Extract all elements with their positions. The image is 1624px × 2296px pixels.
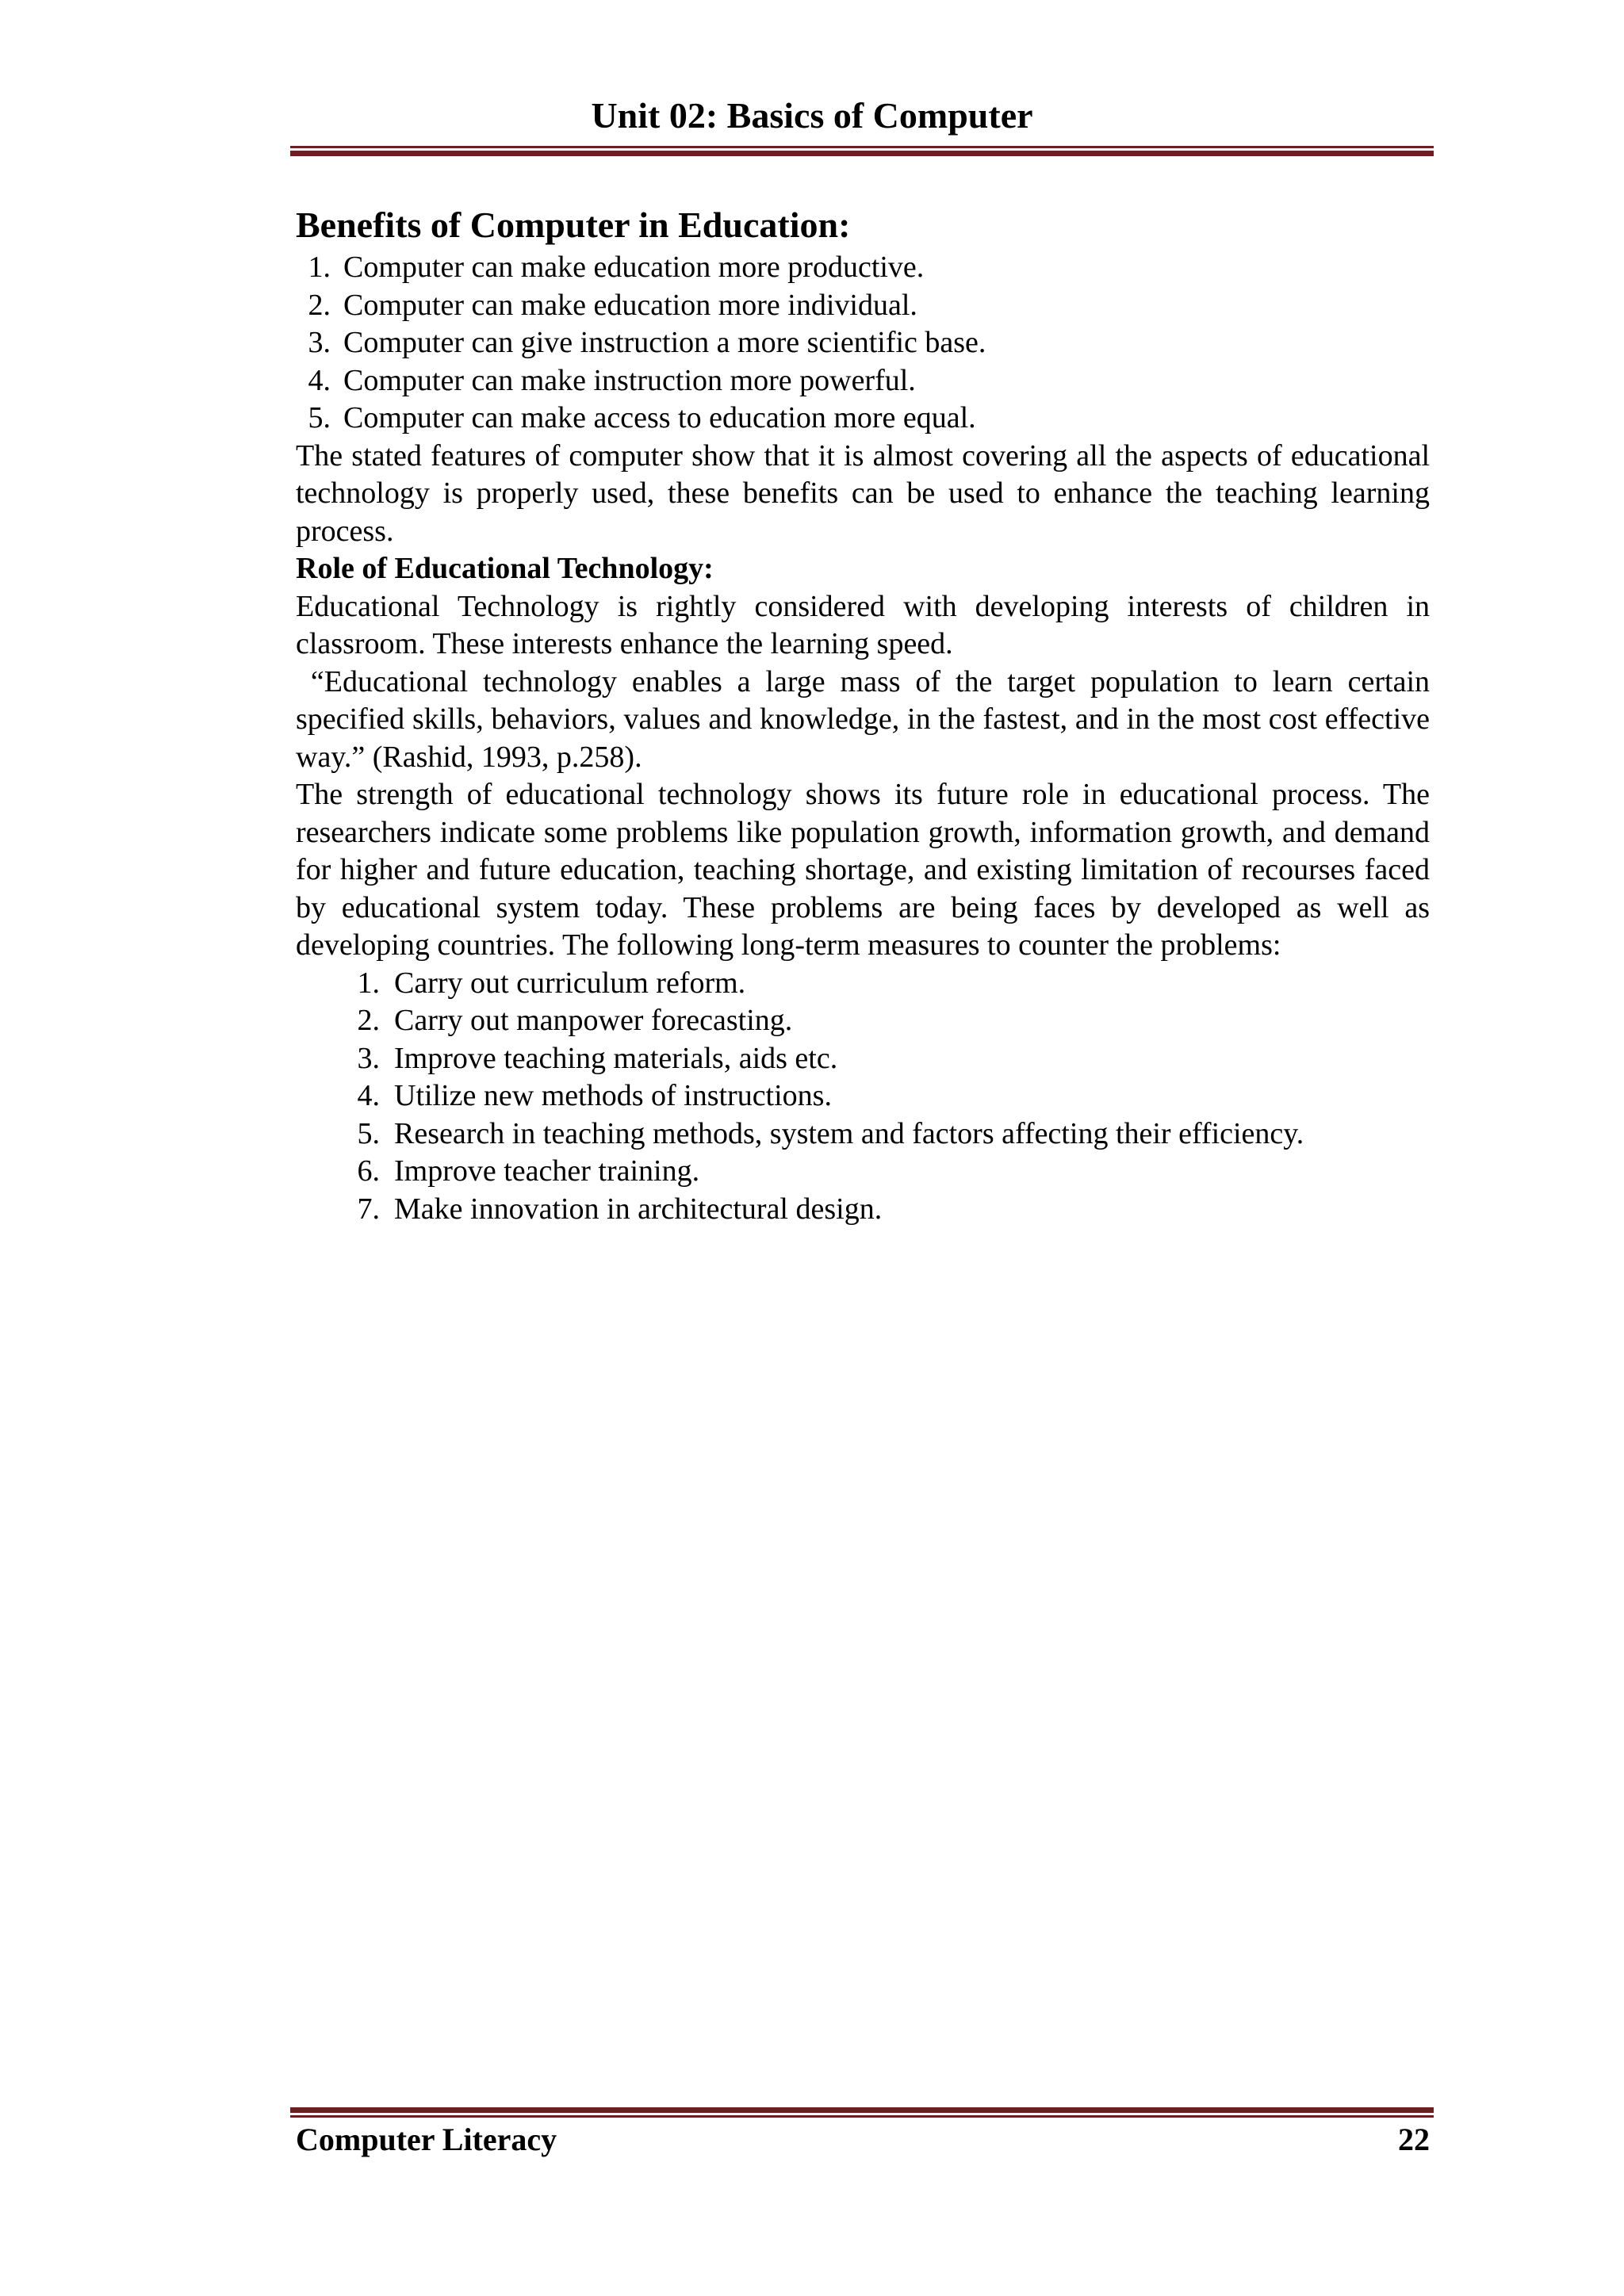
list-item-number: 3. (308, 326, 331, 359)
list-item (296, 287, 1430, 325)
running-header-title: Unit 02: Basics of Computer (591, 95, 1033, 136)
list-item (296, 1002, 1430, 1040)
list-item (296, 1153, 1430, 1191)
list-item-number: 1. (308, 251, 331, 284)
list-item (296, 400, 1430, 438)
list-item-number: 7. (357, 1192, 380, 1226)
page-number: 22 (1398, 2122, 1430, 2157)
role-paragraph-2: The strength of educational technology shows its future role in educational process. The researchers indicate some problems like population growth, information growth, and demand for higher and future education, teaching shortage, and existing limitation of recourses faced by educational system today. These problems are being faces by developed as well as developing countries. The following long-term measures to counter the problems: (296, 778, 1430, 962)
benefits-paragraph: The stated features of computer show that it is almost covering all the aspects of educational technology is properly used, these benefits can be used to enhance the teaching learning process. (296, 438, 1430, 548)
list-item-number: 3. (357, 1041, 380, 1075)
footer-course-title: Computer Literacy (296, 2122, 557, 2157)
header-rule-thick (290, 151, 1434, 156)
role-paragraph-1: Educational Technology is rightly considered with developing interests of children in classroom. These interests enhance the learning speed. (296, 589, 1430, 660)
list-item (296, 1077, 1430, 1115)
list-item (296, 1115, 1430, 1154)
list-item-text: Computer can make education more individual. (343, 288, 917, 322)
list-item-text: Research in teaching methods, system and factors affecting their efficiency. (394, 1116, 1304, 1150)
footer-rule-thin (290, 2115, 1434, 2118)
list-item-text: Computer can make access to education more equal. (343, 401, 976, 434)
list-item-number: 5. (308, 401, 331, 434)
footer-rule-thick (290, 2107, 1434, 2113)
list-item (296, 324, 1430, 362)
list-item-text: Carry out manpower forecasting. (394, 1004, 793, 1037)
list-item-number: 5. (357, 1116, 380, 1150)
list-item-number: 1. (357, 966, 380, 1000)
list-item-text: Carry out curriculum reform. (394, 966, 746, 1000)
list-item (296, 965, 1430, 1003)
measures-list (296, 965, 1430, 1229)
list-item (296, 1191, 1430, 1229)
header-rule-thin (290, 146, 1434, 148)
list-item-text: Computer can make instruction more powerful. (343, 363, 916, 397)
list-item-text: Improve teaching materials, aids etc. (394, 1041, 838, 1075)
list-item (296, 249, 1430, 287)
list-item-text: Utilize new methods of instructions. (394, 1079, 832, 1112)
list-item-number: 4. (308, 363, 331, 397)
list-item-number: 2. (357, 1004, 380, 1037)
section-heading-benefits: Benefits of Computer in Education: (296, 205, 851, 245)
list-item-text: Make innovation in architectural design. (394, 1192, 883, 1226)
list-item-text: Improve teacher training. (394, 1154, 700, 1188)
role-quote: “Educational technology enables a large mass of the target population to learn certain specified skills, behaviors, values and knowledge, in the fastest, and in the most cost effective way.” (Rashid, 1993, p.258). (296, 664, 1438, 774)
section-heading-role: Role of Educational Technology: (296, 552, 714, 585)
list-item (296, 362, 1430, 400)
list-item-number: 4. (357, 1079, 380, 1112)
page-content (296, 201, 1438, 1228)
list-item-text: Computer can give instruction a more scientific base. (343, 326, 986, 359)
list-item-number: 6. (357, 1154, 380, 1188)
list-item-number: 2. (308, 288, 331, 322)
benefits-list (296, 249, 1430, 438)
list-item-text: Computer can make education more productive. (343, 251, 925, 284)
list-item (296, 1040, 1430, 1078)
